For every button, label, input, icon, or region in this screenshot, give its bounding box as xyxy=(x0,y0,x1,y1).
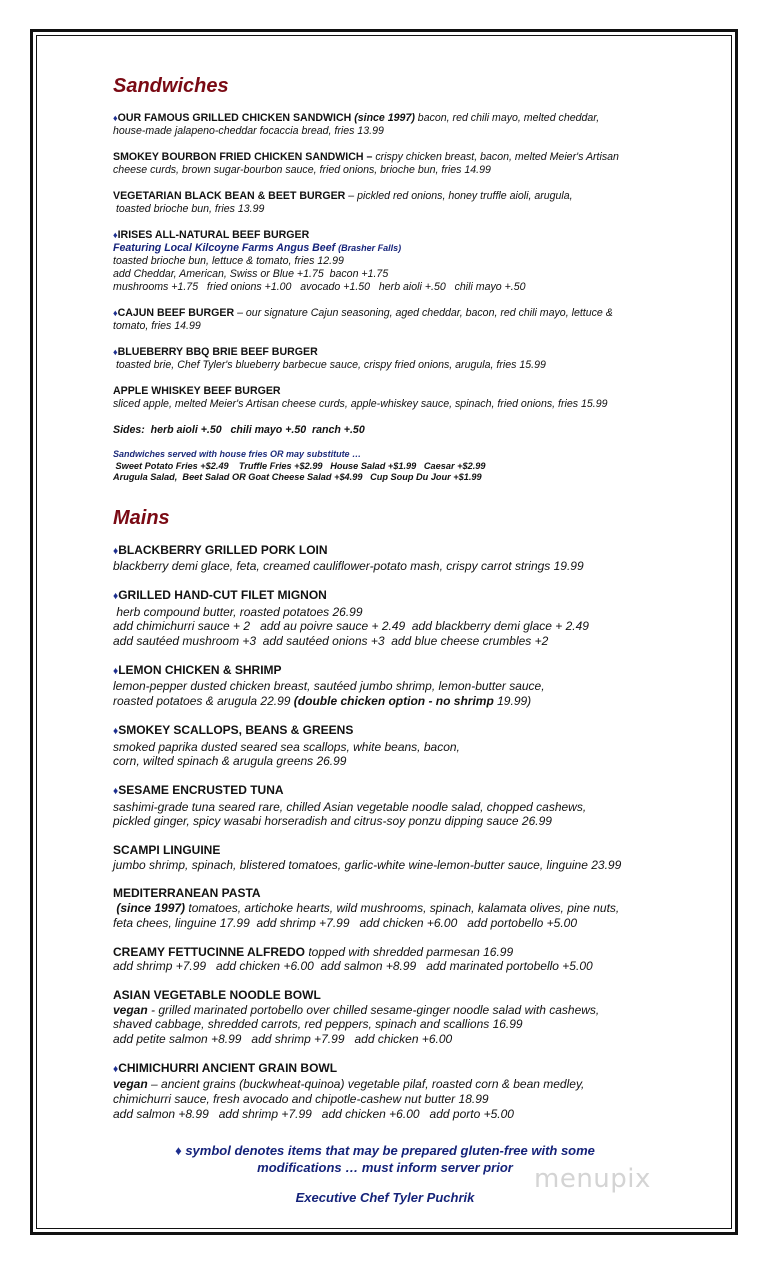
item-desc: crispy chicken breast, bacon, melted Meier's Artisan xyxy=(372,151,619,163)
item-name: CAJUN BEEF BURGER xyxy=(117,307,235,319)
item-name: SMOKEY SCALLOPS, BEANS & GREENS xyxy=(118,722,354,737)
item-feature-note: (Brasher Falls) xyxy=(338,243,402,253)
item-line: – ancient grains (buckwheat-quinoa) vegetable pilaf, roasted corn & bean medley, xyxy=(147,1077,585,1092)
item-line: shaved cabbage, shredded carrots, red peppers, spinach and scallions 16.99 xyxy=(113,1017,523,1032)
item-name: CREAMY FETTUCINNE ALFREDO xyxy=(113,944,305,959)
gluten-free-diamond-icon: ♦ xyxy=(113,665,119,677)
item-line: feta chees, linguine 17.99 add shrimp +7.99 add chicken +6.00 add portobello +5.00 xyxy=(113,915,577,930)
item-line: mushrooms +1.75 fried onions +1.00 avocado +1.50 herb aioli +.50 chili mayo +.50 xyxy=(113,281,526,293)
item-line: add sautéed mushroom +3 add sautéed onions +3 add blue cheese crumbles +2 xyxy=(113,634,549,649)
menu-item-smokey-scallops xyxy=(113,723,673,769)
gluten-free-diamond-icon: ♦ xyxy=(113,113,118,123)
item-line: house-made jalapeno-cheddar focaccia bread, fries 13.99 xyxy=(113,125,384,137)
gluten-free-diamond-icon: ♦ xyxy=(113,785,119,797)
item-name: BLUEBERRY BBQ BRIE BEEF BURGER xyxy=(117,346,318,358)
gluten-free-note-line1: symbol denotes items that may be prepared gluten-free with some xyxy=(181,1143,595,1158)
item-line: roasted potatoes & arugula 22.99 xyxy=(113,694,294,709)
item-line: 19.99) xyxy=(493,694,532,709)
item-desc: – our signature Cajun seasoning, aged cheddar, bacon, red chili mayo, lettuce & xyxy=(234,307,613,319)
item-name: VEGETARIAN BLACK BEAN & BEET BURGER xyxy=(113,190,346,202)
item-name: LEMON CHICKEN & SHRIMP xyxy=(118,662,282,677)
item-line: - grilled marinated portobello over chilled sesame-ginger noodle salad with cashews, xyxy=(147,1002,600,1017)
item-name: SESAME ENCRUSTED TUNA xyxy=(118,782,284,797)
gluten-free-diamond-icon: ♦ xyxy=(113,545,119,557)
substitutions-heading: Sandwiches served with house fries OR may substitute … xyxy=(113,449,362,459)
item-name: APPLE WHISKEY BEEF BURGER xyxy=(113,385,281,397)
item-line: add chimichurri sauce + 2 add au poivre sauce + 2.49 add blackberry demi glace + 2.49 xyxy=(113,619,589,634)
item-name: OUR FAMOUS GRILLED CHICKEN SANDWICH xyxy=(117,112,352,124)
sides-line: Sides: herb aioli +.50 chili mayo +.50 ranch +.50 xyxy=(113,424,365,436)
item-line: corn, wilted spinach & arugula greens 26.99 xyxy=(113,754,347,769)
chef-credit: Executive Chef Tyler Puchrik xyxy=(295,1190,475,1205)
mains-list xyxy=(113,543,673,1122)
item-since: (since 1997) xyxy=(354,112,415,124)
menu-item-irises-beef-burger xyxy=(113,229,673,294)
gluten-free-note-line2: modifications … must inform server prior xyxy=(257,1160,513,1175)
item-feature: Featuring Local Kilcoyne Farms Angus Beef xyxy=(113,242,336,254)
item-line: herb compound butter, roasted potatoes 26.99 xyxy=(113,604,363,619)
item-desc: topped with shredded parmesan 16.99 xyxy=(305,944,514,959)
menu-item-chimichurri-grain-bowl xyxy=(113,1061,673,1122)
gluten-free-diamond-icon: ♦ xyxy=(113,590,119,602)
item-line: add petite salmon +8.99 add shrimp +7.99 add chicken +6.00 xyxy=(113,1032,453,1047)
item-name: BLACKBERRY GRILLED PORK LOIN xyxy=(118,542,328,557)
item-line: cheese curds, brown sugar-bourbon sauce, fried onions, brioche bun, fries 14.99 xyxy=(113,164,491,176)
item-line: sashimi-grade tuna seared rare, chilled Asian vegetable noodle salad, chopped cashews, xyxy=(113,799,587,814)
item-desc: bacon, red chili mayo, melted cheddar, xyxy=(414,112,600,124)
item-since: (since 1997) xyxy=(113,901,186,916)
item-name: GRILLED HAND-CUT FILET MIGNON xyxy=(118,587,327,602)
menu-item-fettucinne-alfredo xyxy=(113,945,673,974)
item-line: jumbo shrimp, spinach, blistered tomatoes, garlic-white wine-lemon-butter sauce, linguine 23.99 xyxy=(113,857,622,872)
gluten-free-diamond-icon: ♦ xyxy=(113,308,118,318)
item-line: smoked paprika dusted seared sea scallops, white beans, bacon, xyxy=(113,739,460,754)
item-name: ASIAN VEGETABLE NOODLE BOWL xyxy=(113,987,321,1002)
menu-item-filet-mignon xyxy=(113,588,673,649)
item-line: add Cheddar, American, Swiss or Blue +1.75 bacon +1.75 xyxy=(113,268,389,280)
substitutions-block xyxy=(113,449,673,484)
item-line: lemon-pepper dusted chicken breast, sautéed jumbo shrimp, lemon-butter sauce, xyxy=(113,679,545,694)
gluten-free-diamond-icon: ♦ xyxy=(113,1063,119,1075)
item-line: add salmon +8.99 add shrimp +7.99 add chicken +6.00 add porto +5.00 xyxy=(113,1106,514,1121)
menu-item-grilled-chicken-sandwich xyxy=(113,112,673,138)
menu-item-lemon-chicken-shrimp xyxy=(113,663,673,709)
item-line: toasted brioche bun, lettuce & tomato, fries 12.99 xyxy=(113,255,344,267)
item-name: MEDITERRANEAN PASTA xyxy=(113,886,261,901)
gluten-free-diamond-icon: ♦ xyxy=(113,347,118,357)
menu-content xyxy=(113,72,673,1122)
sandwiches-heading: Sandwiches xyxy=(113,75,229,97)
item-name: SCAMPI LINGUINE xyxy=(113,843,221,858)
item-name: CHIMICHURRI ANCIENT GRAIN BOWL xyxy=(118,1060,338,1075)
item-line: toasted brie, Chef Tyler's blueberry barbecue sauce, crispy fried onions, arugula, fries 15.99 xyxy=(113,359,546,371)
item-option: (double chicken option - no shrimp xyxy=(293,694,494,709)
menu-item-mediterranean-pasta xyxy=(113,886,673,930)
menu-item-asian-noodle-bowl xyxy=(113,988,673,1047)
item-line: sliced apple, melted Meier's Artisan cheese curds, apple-whiskey sauce, spinach, fried onions, fries 15.99 xyxy=(113,398,608,410)
mains-heading: Mains xyxy=(113,506,170,529)
menu-item-scampi-linguine xyxy=(113,843,673,872)
menu-item-cajun-burger xyxy=(113,307,673,333)
sandwiches-list xyxy=(113,112,673,484)
item-line: tomato, fries 14.99 xyxy=(113,320,201,332)
menu-item-smokey-bourbon-chicken xyxy=(113,151,673,177)
item-desc: – pickled red onions, honey truffle aioli, arugula, xyxy=(345,190,573,202)
gluten-free-diamond-icon: ♦ xyxy=(175,1143,182,1158)
gluten-free-diamond-icon: ♦ xyxy=(113,725,119,737)
item-line: pickled ginger, spicy wasabi horseradish and citrus-soy ponzu dipping sauce 26.99 xyxy=(113,814,552,829)
item-line: blackberry demi glace, feta, creamed cauliflower-potato mash, crispy carrot strings 19.99 xyxy=(113,559,584,574)
item-line: toasted brioche bun, fries 13.99 xyxy=(113,203,265,215)
item-vegan: vegan xyxy=(113,1002,148,1017)
item-name: SMOKEY BOURBON FRIED CHICKEN SANDWICH – xyxy=(113,151,373,163)
menu-item-apple-whiskey-burger xyxy=(113,385,673,411)
item-line: tomatoes, artichoke hearts, wild mushrooms, spinach, kalamata olives, pine nuts, xyxy=(185,901,620,916)
menu-item-pork-loin xyxy=(113,543,673,574)
item-name: IRISES ALL-NATURAL BEEF BURGER xyxy=(117,229,310,241)
item-line: chimichurri sauce, fresh avocado and chipotle-cashew nut butter 18.99 xyxy=(113,1092,489,1107)
item-line: add shrimp +7.99 add chicken +6.00 add salmon +8.99 add marinated portobello +5.00 xyxy=(113,959,593,974)
item-vegan: vegan xyxy=(113,1077,148,1092)
menu-item-sesame-tuna xyxy=(113,783,673,829)
substitutions-line: Arugula Salad, Beet Salad OR Goat Cheese Salad +$4.99 Cup Soup Du Jour +$1.99 xyxy=(113,472,482,482)
substitutions-line: Sweet Potato Fries +$2.49 Truffle Fries +$2.99 House Salad +$1.99 Caesar +$2.99 xyxy=(113,460,486,471)
gluten-free-diamond-icon: ♦ xyxy=(113,230,118,240)
menu-item-blueberry-bbq-burger xyxy=(113,346,673,372)
menupix-watermark: menupix xyxy=(534,1164,651,1194)
menu-item-vegetarian-burger xyxy=(113,190,673,216)
